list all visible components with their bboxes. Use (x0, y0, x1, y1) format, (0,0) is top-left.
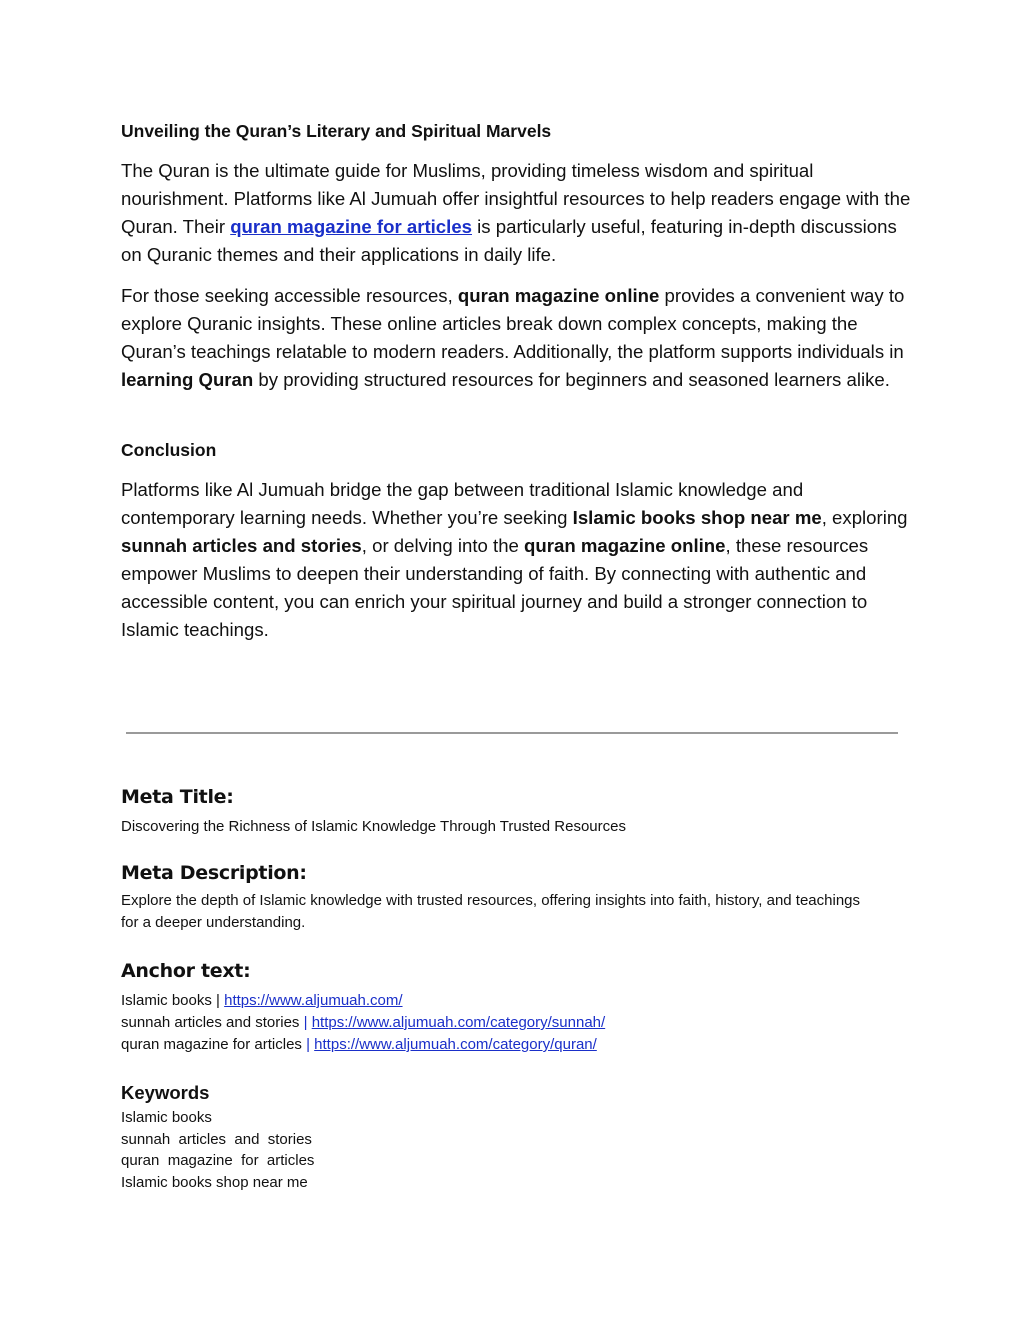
resources-text-2: provides a convenient way to explore Quranic insights. These online articles break down complex concepts, making the Quran’s teachings relatable to modern readers. Additionally, the platform supports individuals in (121, 285, 905, 362)
conclusion-text-2: , exploring (821, 507, 908, 528)
section-divider (126, 732, 898, 734)
anchor-label: quran magazine for articles (121, 1036, 307, 1053)
keywords-list (121, 1107, 314, 1193)
anchor-text-heading: Anchor text: (121, 960, 251, 982)
keyword-item: Islamic books (121, 1109, 212, 1126)
anchor-separator: | (216, 992, 220, 1009)
article-heading: Unveiling the Quran’s Literary and Spiritual Marvels (121, 121, 552, 141)
meta-description-value: Explore the depth of Islamic knowledge with trusted resources, offering insights into faith, history, and teachings for a deeper understanding. (121, 892, 861, 931)
keyword-item: quran magazine for articles (121, 1152, 315, 1170)
meta-description-heading: Meta Description: (121, 862, 307, 884)
conclusion-heading: Conclusion (121, 440, 217, 460)
anchor-separator: | (306, 1036, 310, 1053)
conclusion-bold-1: Islamic books shop near me (572, 507, 822, 528)
keywords-heading: Keywords (121, 1082, 210, 1103)
anchor-label: sunnah articles and stories (121, 1014, 304, 1031)
anchor-item (121, 1034, 911, 1056)
conclusion-bold-2: sunnah articles and stories (121, 535, 362, 556)
conclusion-text-1: Platforms like Al Jumuah bridge the gap between traditional Islamic knowledge and contemporary learning needs. Whether you’re seeking (121, 479, 804, 528)
keyword-item: sunnah articles and stories (121, 1130, 312, 1148)
conclusion-text-3: , or delving into the (361, 535, 525, 556)
anchor-url-link[interactable]: https://www.aljumuah.com/category/quran/ (314, 1036, 597, 1053)
resources-paragraph (121, 282, 911, 394)
meta-title-heading: Meta Title: (121, 786, 234, 808)
resources-bold-2: learning Quran (121, 369, 254, 390)
keyword-item: Islamic books shop near me (121, 1173, 308, 1191)
anchor-url-link[interactable]: https://www.aljumuah.com/ (224, 992, 403, 1009)
anchor-item (121, 990, 911, 1012)
resources-text-1: For those seeking accessible resources, (121, 285, 458, 306)
anchor-item (121, 1012, 911, 1034)
anchor-label: Islamic books (121, 992, 217, 1009)
quran-magazine-link[interactable]: quran magazine for articles (230, 216, 472, 237)
intro-paragraph (121, 157, 911, 269)
resources-text-3: by providing structured resources for beginners and seasoned learners alike. (253, 369, 890, 390)
anchor-separator: | (303, 1014, 308, 1031)
anchor-url-link[interactable]: https://www.aljumuah.com/category/sunnah/ (311, 1014, 606, 1031)
meta-title-value: Discovering the Richness of Islamic Knowledge Through Trusted Resources (121, 818, 626, 835)
conclusion-paragraph (121, 476, 911, 644)
anchor-list (121, 990, 911, 1056)
resources-bold-1: quran magazine online (457, 285, 660, 306)
intro-text-after: is particularly useful, featuring in-depth discussions on Quranic themes and their applications in daily life. (121, 216, 897, 265)
conclusion-text-4: , these resources empower Muslims to deepen their understanding of faith. By connecting with authentic and accessible content, you can enrich your spiritual journey and build a stronger connection to Islamic teachings. (121, 535, 869, 640)
intro-text-before: The Quran is the ultimate guide for Muslims, providing timeless wisdom and spiritual nourishment. Platforms like Al Jumuah offer insightful resources to help readers engage with the Quran. Their (121, 160, 911, 237)
conclusion-bold-3: quran magazine online (524, 535, 726, 556)
